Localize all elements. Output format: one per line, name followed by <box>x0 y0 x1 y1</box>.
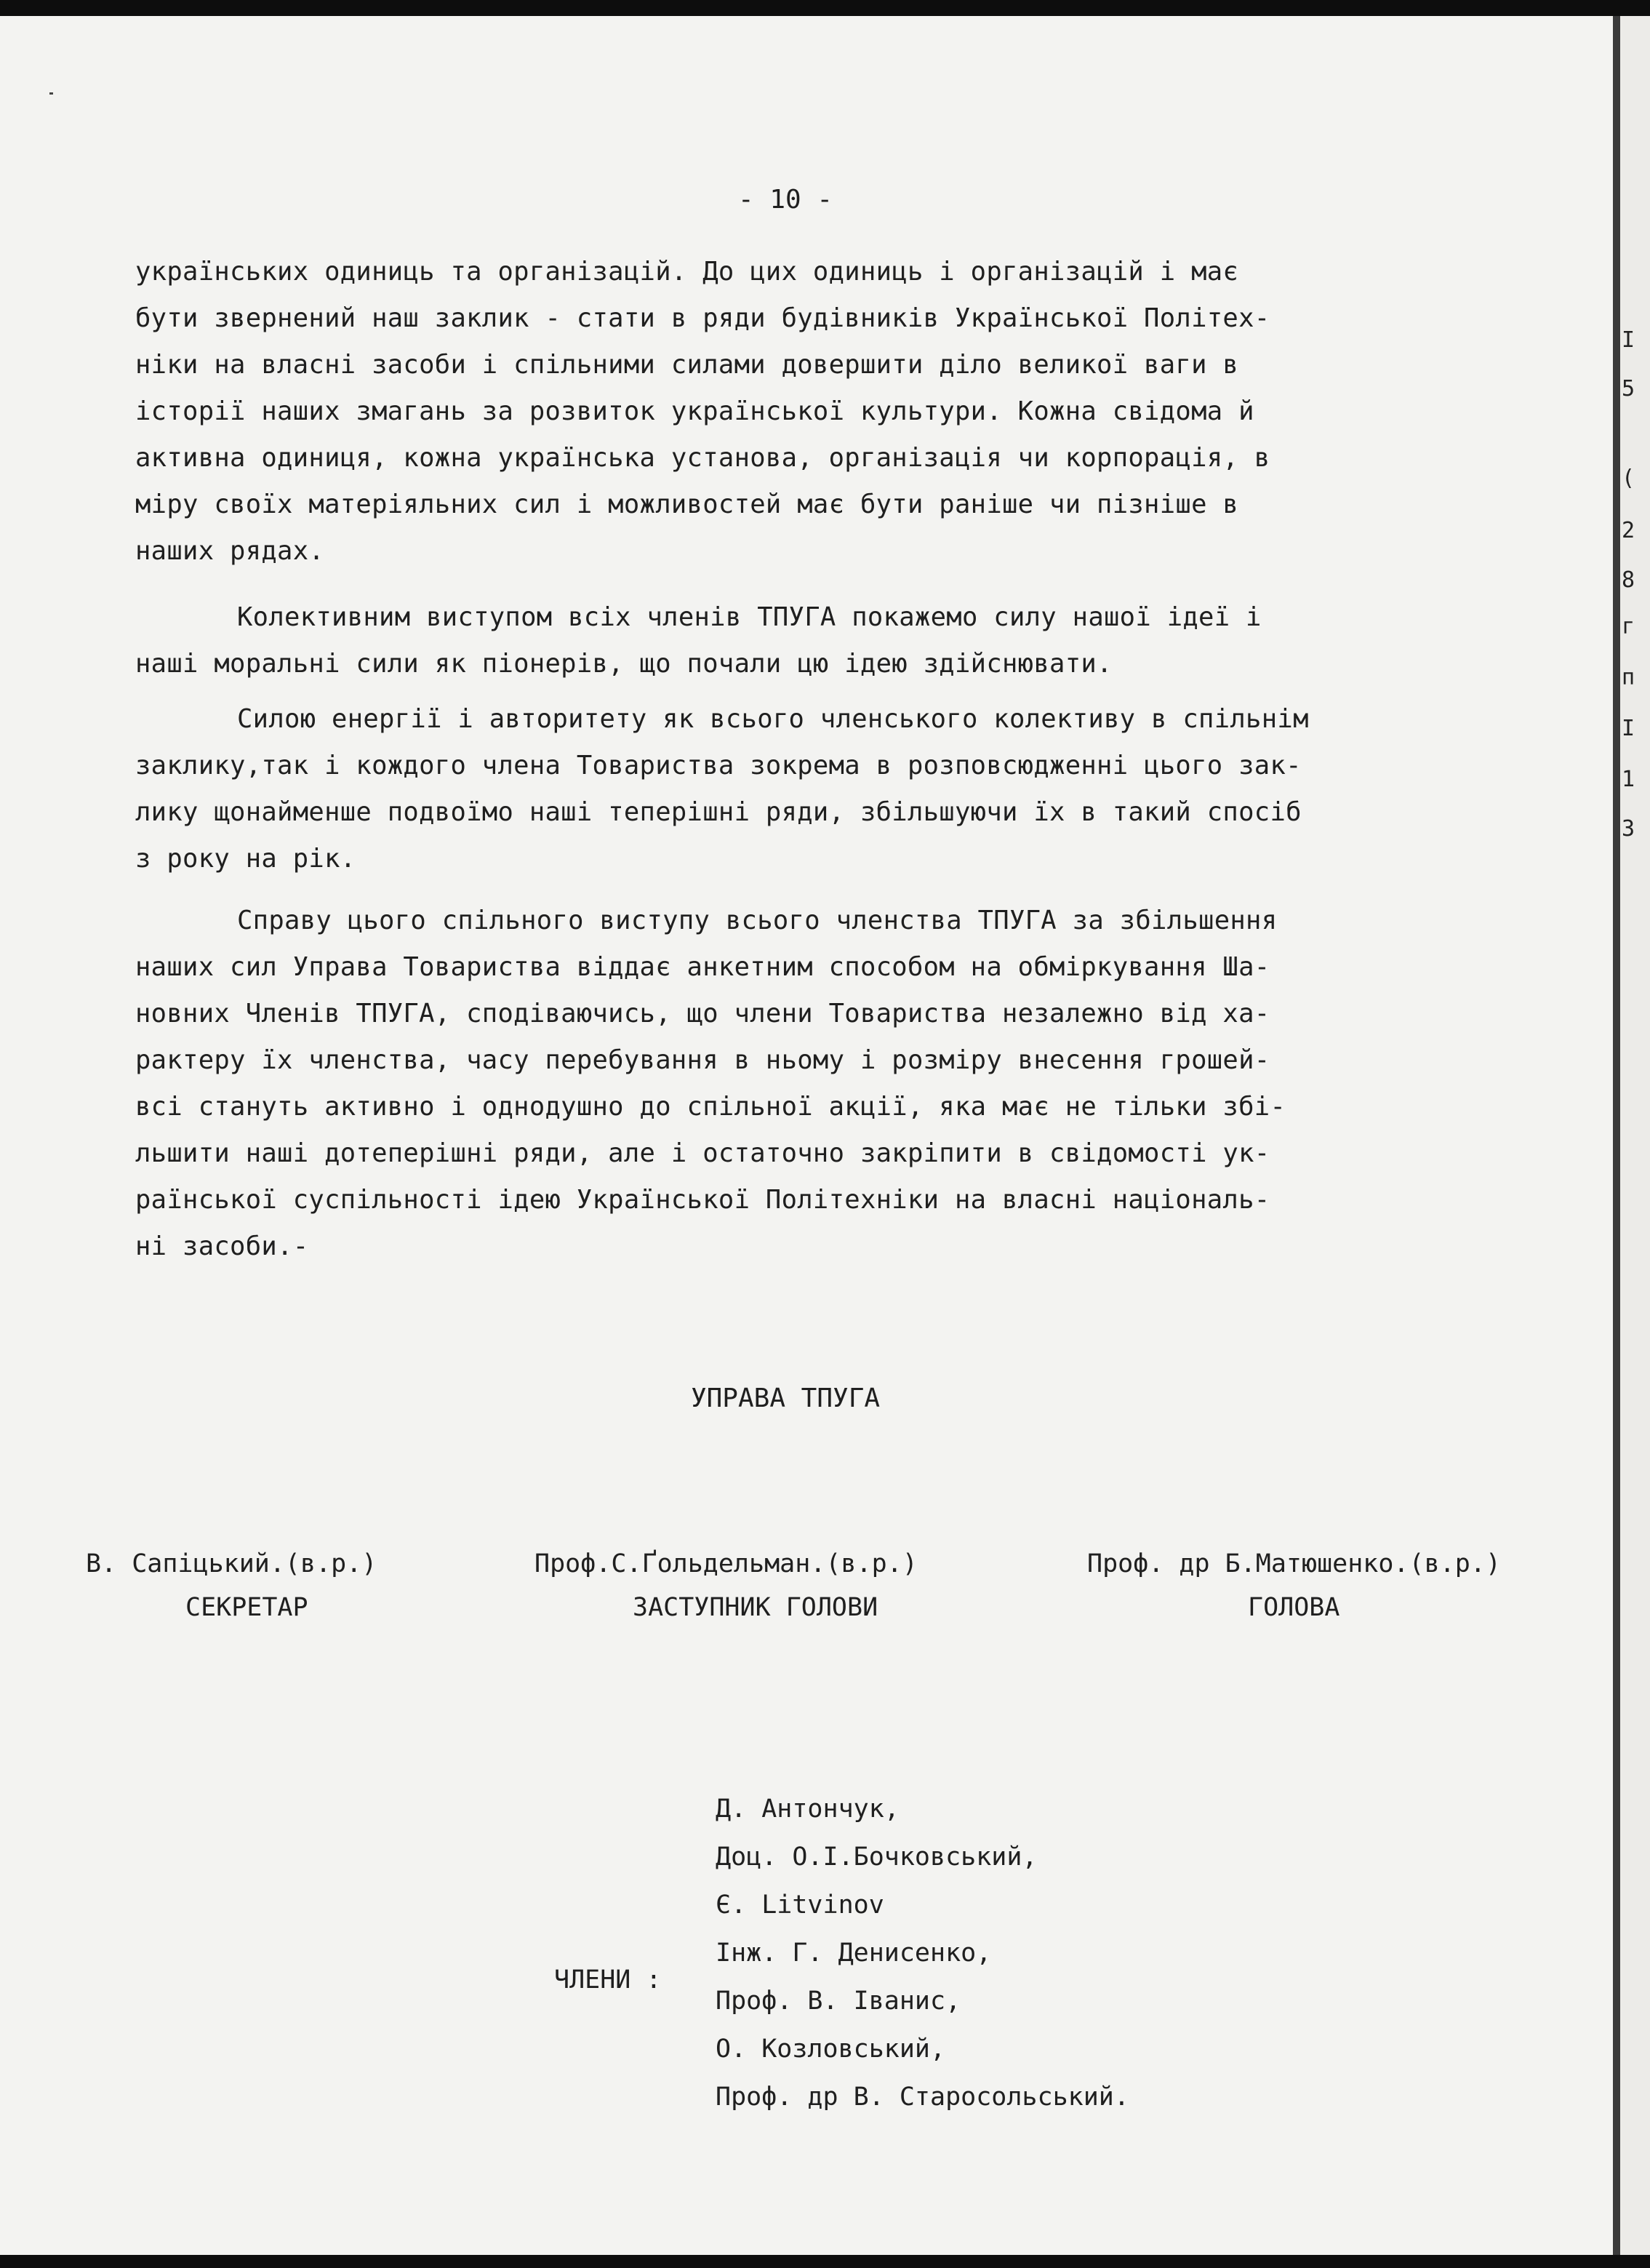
text-line: лику щонайменше подвоїмо наші теперішні ряди, збільшуючи їх в такий спосіб <box>135 797 1302 827</box>
scan-border-bottom <box>0 2255 1650 2268</box>
adjacent-page-fragment: 1 <box>1622 767 1635 792</box>
text-line: льшити наші дотеперішні ряди, але і остаточно закріпити в свідомості ук- <box>135 1138 1270 1168</box>
board-heading: УПРАВА ТПУГА <box>690 1383 881 1413</box>
text-line: наших сил Управа Товариства віддає анкетним способом на обміркування Ша- <box>135 952 1270 982</box>
adjacent-page-fragment: I <box>1622 327 1635 353</box>
text-line: наші моральні сили як піонерів, що почали цю ідею здійснювати. <box>135 649 1113 679</box>
text-line: міру своїх матеріяльних сил і можливостей має бути раніше чи пізніше в <box>135 490 1239 519</box>
signatory-name-deputy: Проф.С.Ґольдельман.(в.р.) <box>534 1549 918 1578</box>
page-number: - 10 - <box>737 185 833 215</box>
signatory-title-deputy: ЗАСТУПНИК ГОЛОВИ <box>633 1593 878 1622</box>
paragraph-3 <box>135 696 1590 882</box>
page-gutter <box>1613 16 1620 2255</box>
signatory-name-chairman: Проф. др Б.Матюшенко.(в.р.) <box>1087 1549 1501 1578</box>
text-line: історії наших змагань за розвиток української культури. Кожна свідома й <box>135 396 1254 426</box>
text-line: Справу цього спільного виступу всього членства ТПУГА за збільшення <box>237 906 1278 935</box>
text-line: наших рядах. <box>135 536 325 566</box>
scan-border-top <box>0 0 1650 16</box>
adjacent-page-fragment: I <box>1622 716 1635 741</box>
adjacent-page-fragment: ( <box>1622 466 1635 491</box>
member-item: Проф. В. Іванис, <box>716 1987 961 2016</box>
text-line: українських одиниць та організацій. До цих одиниць і організацій і має <box>135 257 1239 287</box>
text-line: активна одиниця, кожна українська установа, організація чи корпорація, в <box>135 443 1270 473</box>
scan-speck <box>49 92 53 95</box>
member-item: Д. Антончук, <box>716 1794 900 1824</box>
document-page <box>0 16 1613 2255</box>
adjacent-page-edge <box>1620 16 1650 2255</box>
member-item: Проф. др В. Старосольський. <box>716 2083 1129 2112</box>
text-line: ніки на власні засоби і спільними силами довершити діло великої ваги в <box>135 350 1239 380</box>
member-item: Є. Litvinov <box>716 1890 884 1920</box>
adjacent-page-fragment: 8 <box>1622 567 1635 593</box>
text-line: раїнської суспільності ідею Української Політехніки на власні національ- <box>135 1185 1270 1215</box>
text-line: ні засоби.- <box>135 1231 309 1261</box>
text-line: всі стануть активно і однодушно до спільної акції, яка має не тільки збі- <box>135 1092 1286 1122</box>
member-item: Доц. О.І.Бочковський, <box>716 1842 1038 1872</box>
text-line: заклику,так і кождого члена Товариства зокрема в розповсюдженні цього зак- <box>135 751 1302 780</box>
members-list <box>716 1785 1129 2121</box>
adjacent-page-fragment: п <box>1622 665 1635 690</box>
member-item: Інж. Г. Денисенко, <box>716 1938 992 1968</box>
signatory-title-secretary: СЕКРЕТАР <box>185 1593 308 1622</box>
members-label: ЧЛЕНИ : <box>554 1965 662 1995</box>
paragraph-4 <box>135 898 1590 1270</box>
paragraph-1 <box>135 249 1590 575</box>
text-line: Силою енергії і авторитету як всього членського колективу в спільнім <box>237 704 1309 734</box>
adjacent-page-fragment: 2 <box>1622 518 1635 543</box>
signatory-title-chairman: ГОЛОВА <box>1248 1593 1340 1622</box>
member-item: О. Козловський, <box>716 2035 946 2064</box>
text-line: рактеру їх членства, часу перебування в ньому і розміру внесення грошей- <box>135 1045 1270 1075</box>
text-line: бути звернений наш заклик - стати в ряди будівників Української Політех- <box>135 303 1270 333</box>
text-line: Колективним виступом всіх членів ТПУГА покажемо силу нашої ідеї і <box>237 602 1262 632</box>
adjacent-page-fragment: 5 <box>1622 376 1635 402</box>
adjacent-page-fragment: 3 <box>1622 816 1635 842</box>
text-line: з року на рік. <box>135 844 356 874</box>
signatory-name-secretary: В. Сапіцький.(в.р.) <box>86 1549 377 1578</box>
adjacent-page-fragment: г <box>1622 614 1635 639</box>
text-line: новних Членів ТПУГА, сподіваючись, що члени Товариства незалежно від ха- <box>135 999 1270 1029</box>
paragraph-2 <box>135 594 1590 687</box>
